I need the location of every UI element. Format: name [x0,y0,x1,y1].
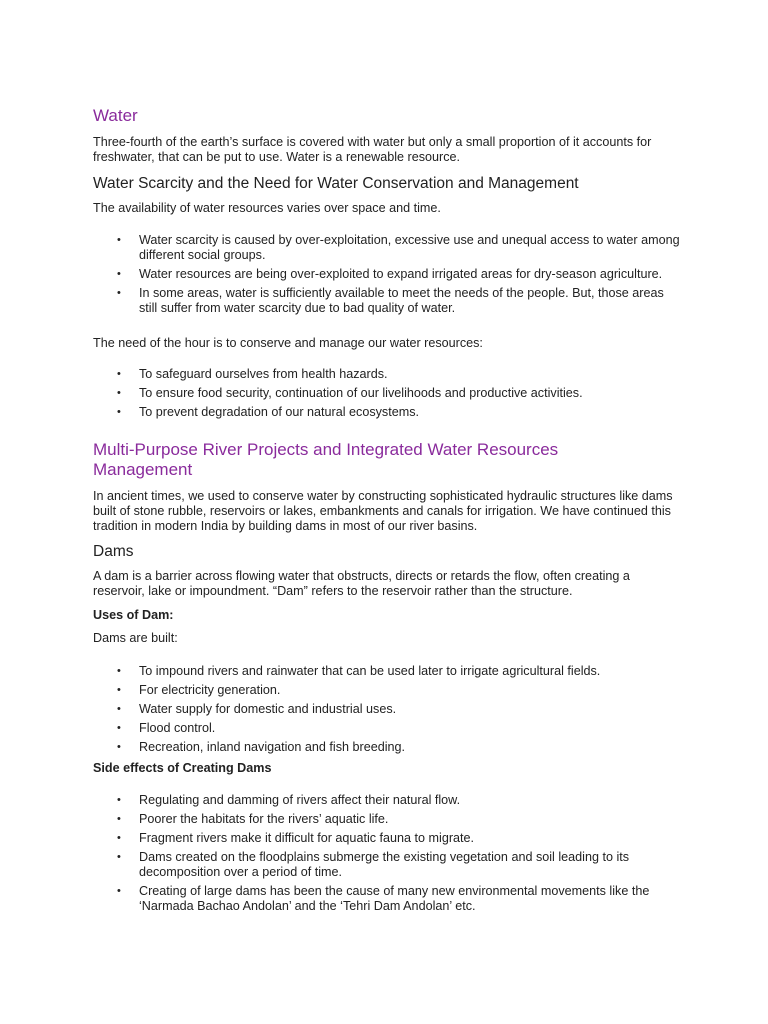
multipurpose-intro: In ancient times, we used to conserve water by constructing sophisticated hydraulic structures like dams built of stone rubble, reservoirs or lakes, embankments and canals for irrigation. We have continued this tradition in modern India by building dams in most of our river basins. [93,489,673,533]
heading-water: Water [93,106,138,125]
bullet-icon: • [117,387,121,399]
need-list [93,367,683,420]
bullet-icon: • [117,722,121,734]
list-item: • Flood control. [117,721,216,735]
water-intro: Three-fourth of the earth’s surface is covered with water but only a small proportion of it accounts for freshwater, that can be put to use. Water is a renewable resource. [93,135,652,164]
dams-built: Dams are built: [93,631,178,645]
bullet-icon: • [117,665,121,677]
bullet-icon: • [117,268,121,280]
need-of-hour: The need of the hour is to conserve and manage our water resources: [93,336,483,350]
heading-dams: Dams [93,543,134,560]
bullet-icon: • [117,368,121,380]
bullet-icon: • [117,851,121,863]
list-item: • Creating of large dams has been the cause of many new environmental movements like the ‘Narmada Bachao Andolan’ and the ‘Tehri Dam Andolan’ etc. [117,884,650,913]
list-item: • Water supply for domestic and industrial uses. [117,702,397,716]
list-item: • To ensure food security, continuation of our livelihoods and productive activities. [117,386,583,400]
list-item: • Dams created on the floodplains submerge the existing vegetation and soil leading to its decomposition over a period of time. [117,850,630,879]
bullet-icon: • [117,832,121,844]
dams-intro: A dam is a barrier across flowing water that obstructs, directs or retards the flow, often creating a reservoir, lake or impoundment. “Dam” refers to the reservoir rather than the structure. [93,569,630,598]
scarcity-intro: The availability of water resources varies over space and time. [93,201,441,215]
side-effects-heading: Side effects of Creating Dams [93,761,272,775]
bullet-icon: • [117,885,121,897]
list-item: • To impound rivers and rainwater that can be used later to irrigate agricultural fields. [117,664,601,678]
uses-list [93,664,683,755]
list-item: • Water scarcity is caused by over-exploitation, excessive use and unequal access to water among different social groups. [117,233,680,262]
heading-water-scarcity: Water Scarcity and the Need for Water Conservation and Management [93,175,579,192]
bullet-icon: • [117,406,121,418]
bullet-icon: • [117,684,121,696]
scarcity-list [93,233,683,316]
list-item: • In some areas, water is sufficiently available to meet the needs of the people. But, those areas still suffer from water scarcity due to bad quality of water. [117,286,664,315]
bullet-icon: • [117,813,121,825]
bullet-icon: • [117,741,121,753]
list-item: • Poorer the habitats for the rivers’ aquatic life. [117,812,389,826]
uses-heading: Uses of Dam: [93,608,174,622]
list-item: • For electricity generation. [117,683,281,697]
side-effects-list [93,793,683,914]
list-item: • To prevent degradation of our natural ecosystems. [117,405,420,419]
list-item: • Fragment rivers make it difficult for aquatic fauna to migrate. [117,831,475,845]
bullet-icon: • [117,287,121,299]
bullet-icon: • [117,794,121,806]
list-item: • Water resources are being over-exploited to expand irrigated areas for dry-season agriculture. [117,267,663,281]
list-item: • To safeguard ourselves from health hazards. [117,367,388,381]
list-item: • Recreation, inland navigation and fish breeding. [117,740,406,754]
bullet-icon: • [117,234,121,246]
heading-multipurpose: Multi-Purpose River Projects and Integrated Water Resources Management [93,440,559,479]
list-item: • Regulating and damming of rivers affect their natural flow. [117,793,461,807]
bullet-icon: • [117,703,121,715]
